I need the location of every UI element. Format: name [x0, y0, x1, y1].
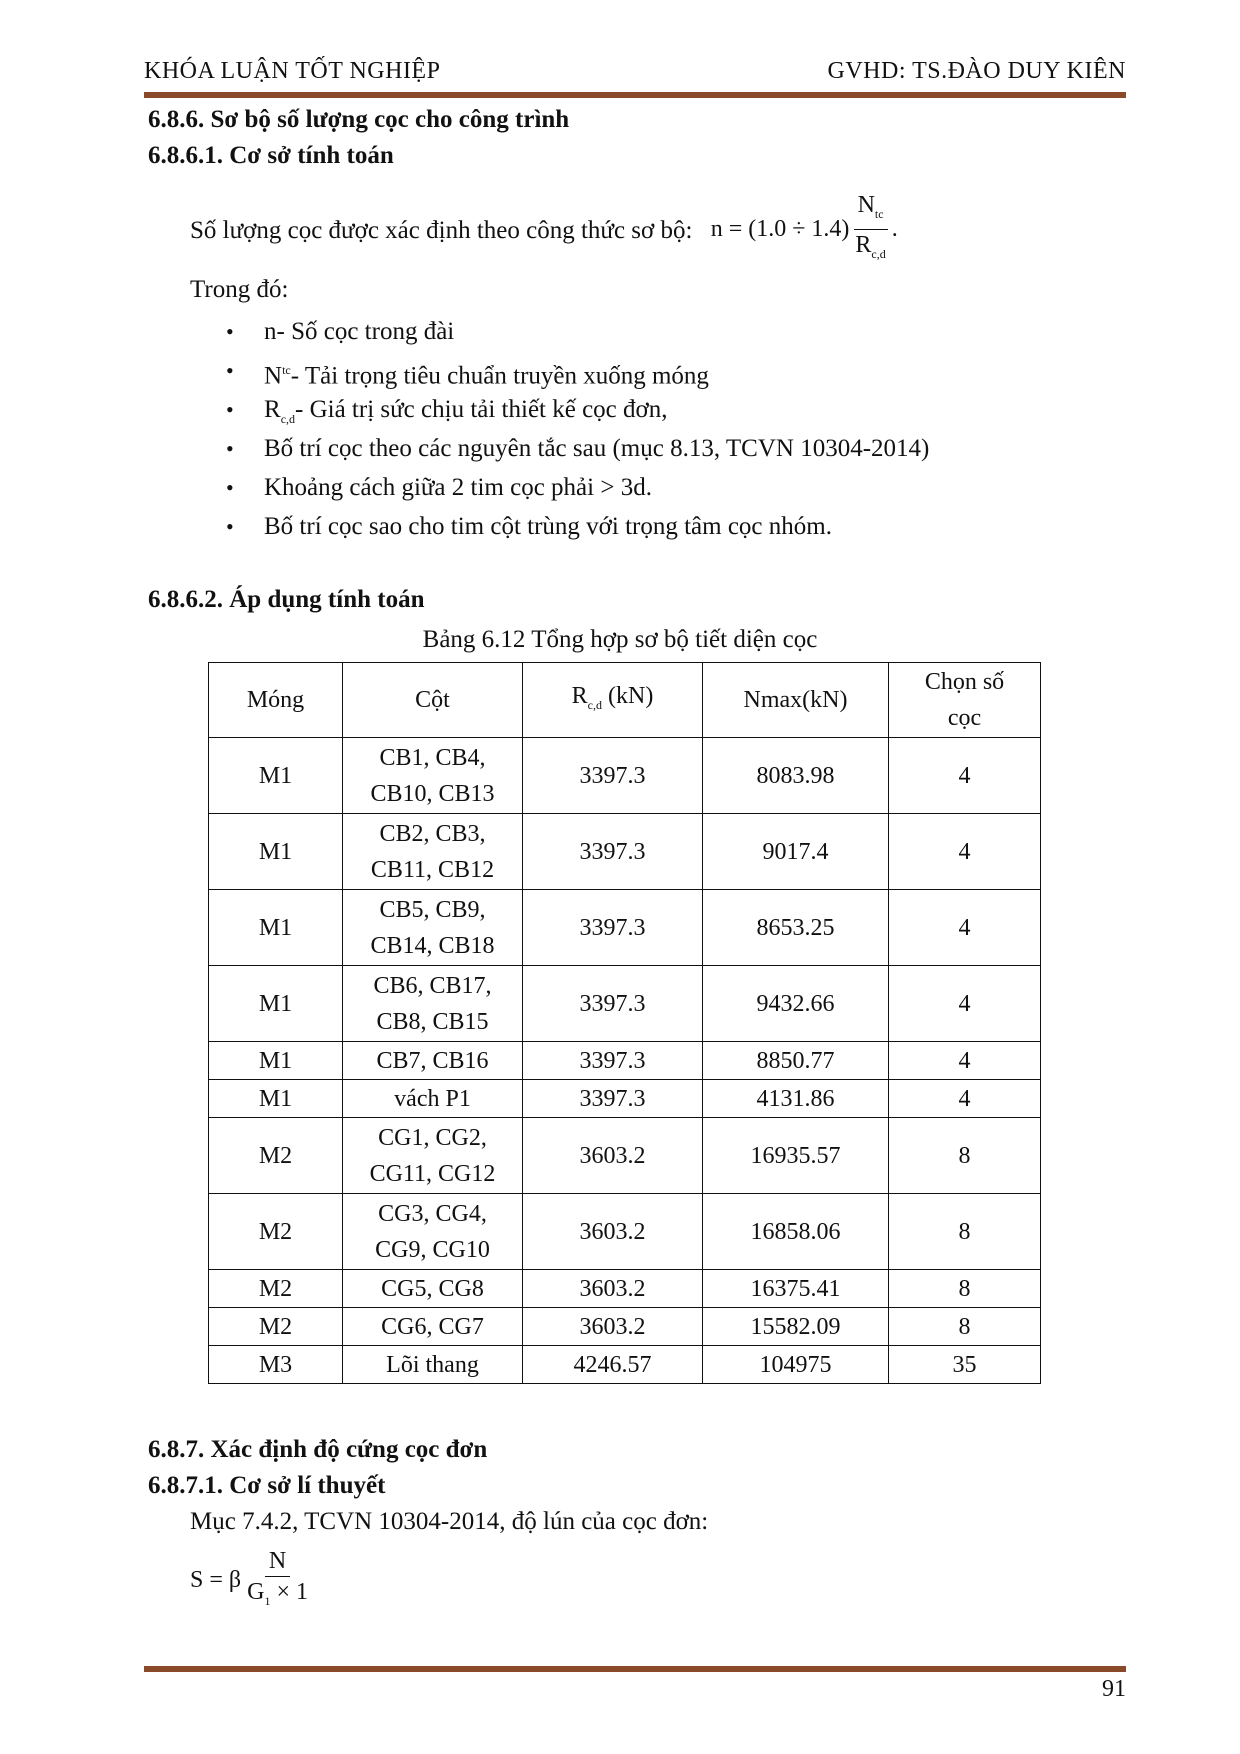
- cell-nmax: 16858.06: [703, 1194, 889, 1270]
- cell-rcd: 4246.57: [523, 1346, 703, 1384]
- cell-nmax: 9017.4: [703, 814, 889, 890]
- cell-so-coc: 4: [889, 890, 1041, 966]
- cell-so-coc: 8: [889, 1270, 1041, 1308]
- cell-cot: CB7, CB16: [343, 1042, 523, 1080]
- col-header-chon-so-coc: Chọn số cọc: [889, 663, 1041, 738]
- heading-6-8-7-1: 6.8.7.1. Cơ sở lí thuyết: [148, 1472, 386, 1499]
- formula-fraction: $\frac{N_{tc}}{R_{c,d}}$: [855, 192, 886, 261]
- cell-nmax: 15582.09: [703, 1308, 889, 1346]
- cell-cot: CB2, CB3, CB11, CB12: [343, 814, 523, 890]
- cell-mong: M2: [209, 1270, 343, 1308]
- pile-summary-table: [208, 662, 1041, 1384]
- cell-so-coc: 4: [889, 1080, 1041, 1118]
- col-header-nmax: Nmax(kN): [703, 663, 889, 738]
- list-item: • n- Số cọc trong đài: [220, 312, 929, 351]
- cell-cot: Lõi thang: [343, 1346, 523, 1384]
- cell-mong: M1: [209, 1042, 343, 1080]
- cell-mong: M1: [209, 890, 343, 966]
- cell-mong: M3: [209, 1346, 343, 1384]
- page-header: [144, 58, 1126, 85]
- cell-rcd: 3397.3: [523, 1042, 703, 1080]
- cell-mong: M2: [209, 1118, 343, 1194]
- cell-nmax: 9432.66: [703, 966, 889, 1042]
- cell-cot: CG3, CG4, CG9, CG10: [343, 1194, 523, 1270]
- table-row: [209, 738, 1041, 814]
- cell-rcd: 3397.3: [523, 890, 703, 966]
- header-rule: [144, 92, 1126, 98]
- page-number: 91: [1102, 1676, 1126, 1702]
- header-left: KHÓA LUẬN TỐT NGHIỆP: [144, 58, 441, 84]
- list-item: • Khoảng cách giữa 2 tim cọc phải > 3d.: [220, 468, 929, 507]
- cell-cot: CB1, CB4, CB10, CB13: [343, 738, 523, 814]
- cell-so-coc: 4: [889, 1042, 1041, 1080]
- definition-list: [220, 312, 929, 546]
- table-row: [209, 1118, 1041, 1194]
- cell-rcd: 3603.2: [523, 1118, 703, 1194]
- cell-rcd: 3603.2: [523, 1194, 703, 1270]
- cell-so-coc: 8: [889, 1308, 1041, 1346]
- cell-mong: M2: [209, 1194, 343, 1270]
- cell-mong: M1: [209, 1080, 343, 1118]
- cell-rcd: 3397.3: [523, 966, 703, 1042]
- cell-cot: CB5, CB9, CB14, CB18: [343, 890, 523, 966]
- cell-mong: M1: [209, 738, 343, 814]
- cell-nmax: 8653.25: [703, 890, 889, 966]
- cell-rcd: 3603.2: [523, 1270, 703, 1308]
- list-item: • $R_{c,d}-$ Giá trị sức chịu tải thiết kế cọc đơn,: [220, 390, 929, 429]
- col-header-rcd: $R_{c,d}$ (kN): [523, 663, 703, 738]
- cell-rcd: 3603.2: [523, 1308, 703, 1346]
- where-label: Trong đó:: [190, 276, 289, 303]
- cell-nmax: 16375.41: [703, 1270, 889, 1308]
- cell-so-coc: 8: [889, 1118, 1041, 1194]
- cell-nmax: 16935.57: [703, 1118, 889, 1194]
- cell-so-coc: 35: [889, 1346, 1041, 1384]
- col-header-cot: Cột: [343, 663, 523, 738]
- table-header-row: [209, 663, 1041, 738]
- formula-intro: Số lượng cọc được xác định theo công thức sơ bộ:: [190, 216, 693, 244]
- heading-6-8-6: 6.8.6. Sơ bộ số lượng cọc cho công trình: [148, 106, 570, 133]
- cell-so-coc: 4: [889, 814, 1041, 890]
- formula-line: [190, 192, 898, 271]
- heading-6-8-6-2: 6.8.6.2. Áp dụng tính toán: [148, 586, 425, 613]
- list-item: • $N^{tc}-$ Tải trọng tiêu chuẩn truyền xuống móng: [220, 351, 929, 390]
- table-row: [209, 1080, 1041, 1118]
- cell-nmax: 8850.77: [703, 1042, 889, 1080]
- cell-so-coc: 8: [889, 1194, 1041, 1270]
- footer-rule: [144, 1666, 1126, 1672]
- settlement-text: Mục 7.4.2, TCVN 10304-2014, độ lún của cọc đơn:: [190, 1508, 709, 1535]
- header-right: GVHD: TS.ĐÀO DUY KIÊN: [827, 58, 1126, 84]
- cell-rcd: 3397.3: [523, 738, 703, 814]
- cell-rcd: 3397.3: [523, 1080, 703, 1118]
- cell-so-coc: 4: [889, 966, 1041, 1042]
- cell-cot: CG6, CG7: [343, 1308, 523, 1346]
- cell-rcd: 3397.3: [523, 814, 703, 890]
- cell-mong: M1: [209, 966, 343, 1042]
- cell-nmax: 8083.98: [703, 738, 889, 814]
- pile-count-formula: n = (1.0 ÷ 1.4) $\frac{N_{tc}}{R_{c,d}}$ .: [711, 190, 898, 269]
- table-row: [209, 814, 1041, 890]
- table-row: [209, 1042, 1041, 1080]
- table-row: [209, 1308, 1041, 1346]
- cell-so-coc: 4: [889, 738, 1041, 814]
- table-row: [209, 1346, 1041, 1384]
- cell-mong: M1: [209, 814, 343, 890]
- cell-cot: vách P1: [343, 1080, 523, 1118]
- table-row: [209, 890, 1041, 966]
- list-item: • Bố trí cọc theo các nguyên tắc sau (mục 8.13, TCVN 10304-2014): [220, 429, 929, 468]
- cell-cot: CG1, CG2, CG11, CG12: [343, 1118, 523, 1194]
- table-caption: Bảng 6.12 Tổng hợp sơ bộ tiết diện cọc: [422, 626, 818, 653]
- cell-nmax: 104975: [703, 1346, 889, 1384]
- heading-6-8-7: 6.8.7. Xác định độ cứng cọc đơn: [148, 1436, 488, 1463]
- cell-cot: CB6, CB17, CB8, CB15: [343, 966, 523, 1042]
- col-header-mong: Móng: [209, 663, 343, 738]
- table-row: [209, 1194, 1041, 1270]
- settlement-fraction: $\frac{N}{G_1 \times 1}$: [247, 1548, 308, 1608]
- list-item: • Bố trí cọc sao cho tim cột trùng với trọng tâm cọc nhóm.: [220, 507, 929, 546]
- cell-cot: CG5, CG8: [343, 1270, 523, 1308]
- cell-nmax: 4131.86: [703, 1080, 889, 1118]
- settlement-formula: S = β $\frac{N}{G_1 \times 1}$: [190, 1546, 314, 1616]
- table-row: [209, 966, 1041, 1042]
- cell-mong: M2: [209, 1308, 343, 1346]
- table-row: [209, 1270, 1041, 1308]
- heading-6-8-6-1: 6.8.6.1. Cơ sở tính toán: [148, 142, 394, 169]
